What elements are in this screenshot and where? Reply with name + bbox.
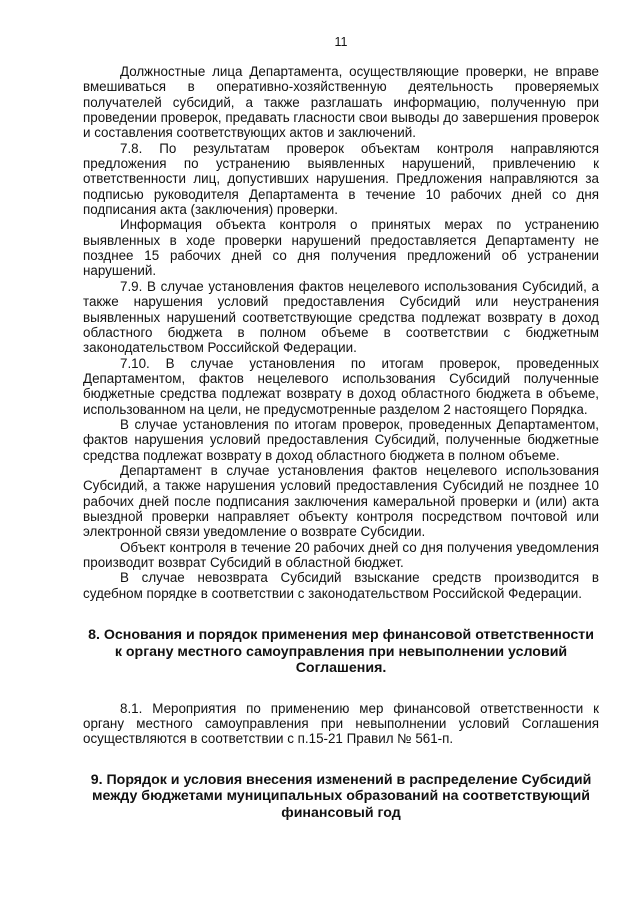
paragraph-control-object-info: Информация объекта контроля о принятых мерах по устранению выявленных в ходе проверки нарушений предоставляется Департаменту не позднее 15 рабочих дней со дня получения предложений об устранении нарушений. [83, 217, 599, 279]
paragraph-violation-return: В случае установления по итогам проверок, проведенных Департаментом, фактов нарушения условий предоставления Субсидий, полученные бюджетные средства подлежат возврату в доход областного бюджета в полном объеме. [83, 416, 599, 463]
paragraph-department-notice: Департамент в случае установления фактов нецелевого использования Субсидий, а также нарушения условий предоставления Субсидий не позднее 10 рабочих дней после подписания заключения камеральной проверки и (или) акта выездной проверки направляет объекту контроля посредством почтовой или электронной связи уведомление о возврате Субсидии. [83, 462, 599, 540]
paragraph-officials-restrictions: Должностные лица Департамента, осуществляющие проверки, не вправе вмешиваться в оперативно-хозяйственную деятельность проверяемых получателей субсидий, а также разглашать информацию, полученную при проведении проверок, предавать гласности свои выводы до завершения проверок и составления соответствующих актов и заключений. [83, 64, 599, 141]
paragraph-8-1: 8.1. Мероприятия по применению мер финансовой ответственности к органу местного самоуправления при невыполнении условий Соглашения осуществляются в соответствии с п.15-21 Правил № 561-п. [83, 700, 599, 747]
paragraph-court-recovery: В случае невозврата Субсидий взыскание средств производится в судебном порядке в соответствии с законодательством Российской Федерации. [83, 570, 599, 601]
section-9-title: 9. Порядок и условия внесения изменений в распределение Субсидий между бюджетами муниципальных образований на соответствующий финансовый год [90, 771, 592, 821]
paragraph-return-deadline: Объект контроля в течение 20 рабочих дней со дня получения уведомления производит возврат Субсидий в областной бюджет. [83, 539, 599, 570]
section-8-title: 8. Основания и порядок применения мер финансовой ответственности к органу местного самоуправления при невыполнении условий Соглашения. [88, 627, 594, 677]
paragraph-7-9: 7.9. В случае установления фактов нецелевого использования Субсидий, а также нарушения условий предоставления Субсидий или неустранения выявленных нарушений соответствующие средства подлежат возврату в доход областного бюджета в полном объеме в соответствии с бюджетным законодательством Российской Федерации. [83, 278, 599, 356]
paragraph-7-10: 7.10. В случае установления по итогам проверок, проведенных Департаментом, фактов нецелевого использования Субсидий полученные бюджетные средства подлежат возврату в доход областного бюджета в объеме, использованном на цели, не предусмотренные разделом 2 настоящего Порядка. [83, 355, 599, 417]
paragraph-7-8: 7.8. По результатам проверок объектам контроля направляются предложения по устранению выявленных нарушений, привлечению к ответственности лиц, допустивших нарушения. Предложения направляются за подписью руководителя Департамента в течение 10 рабочих дней со дня подписания акта (заключения) проверки. [83, 140, 599, 218]
document-page [83, 34, 599, 821]
page-number: 11 [334, 35, 348, 49]
